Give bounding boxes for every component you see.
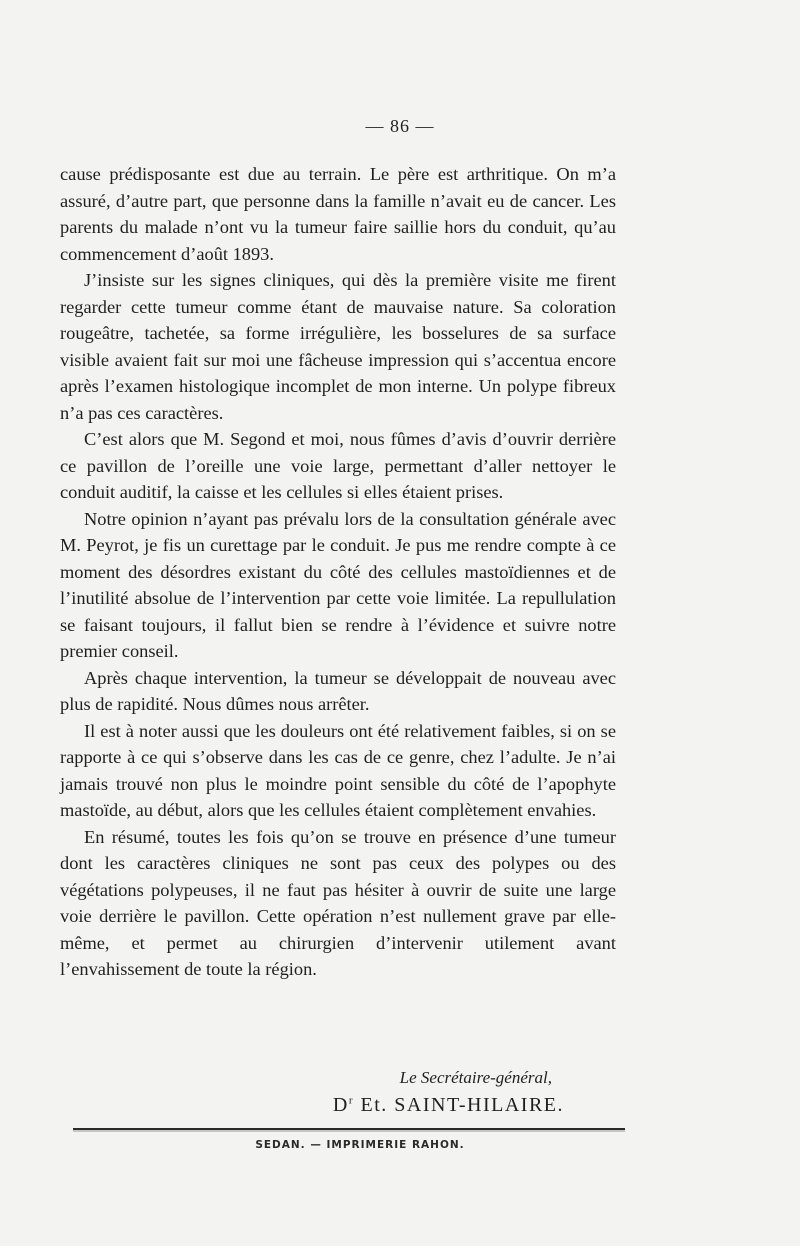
signature-name-prefix-sup: r [348,1094,355,1107]
signature-name-prefix: D [332,1094,349,1116]
signature-name-text: Et. SAINT-HILAIRE. [360,1094,564,1116]
body-text [60,161,616,983]
paragraph: C’est alors que M. Segond et moi, nous fûmes d’avis d’ouvrir derrière ce pavillon de l’oreille une voie large, permettant d’aller nettoyer le conduit auditif, la caisse et les cellules si elles étaient prises. [60,429,616,502]
paragraph: cause prédisposante est due au terrain. Le père est arthritique. On m’a assuré, d’autre part, que personne dans la famille n’avait eu de cancer. Les parents du malade n’ont vu la tumeur faire saillie hors du conduit, qu’au commencement d’août 1893. [60,164,616,264]
paragraph: Il est à noter aussi que les douleurs ont été relativement faibles, si on se rapporte à ce qui s’observe dans les cas de ce genre, chez l’adulte. Je n’ai jamais trouvé non plus le moindre point sensible du côté de l’apophyte mastoïde, au début, alors que les cellules étaient complètement envahies. [60,720,616,820]
footer-rule [73,1128,625,1130]
page-number: — 86 — [365,116,435,136]
signature-name [60,1094,616,1117]
printer-imprint: SEDAN. — IMPRIMERIE RAHON. [255,1139,465,1151]
paragraph: Après chaque intervention, la tumeur se développait de nouveau avec plus de rapidité. Nous dûmes nous arrêter. [60,667,616,714]
signature-title: Le Secrétaire-général, [399,1068,552,1087]
paragraph: J’insiste sur les signes cliniques, qui dès la première visite me firent regarder cette tumeur comme étant de mauvaise nature. Sa coloration rougeâtre, tachetée, sa forme irrégulière, les bosselures de sa surface visible avaient fait sur moi une fâcheuse impression qui s’accentua encore après l’examen histologique incomplet de mon interne. Un polype fibreux n’a pas ces caractères. [60,270,616,423]
paragraph: Notre opinion n’ayant pas prévalu lors de la consultation générale avec M. Peyrot, je fis un curettage par le conduit. Je pus me rendre compte à ce moment des désordres existant du côté des cellules mastoïdiennes et de l’inutilité absolue de l’intervention par cette voie limitée. La repullulation se faisant toujours, il fallut bien se rendre à l’évidence et suivre notre premier conseil. [60,508,616,661]
paragraph: En résumé, toutes les fois qu’on se trouve en présence d’une tumeur dont les caractères cliniques ne sont pas ceux des polypes ou des végétations polypeuses, il ne faut pas hésiter à ouvrir de suite une large voie derrière le pavillon. Cette opération n’est nullement grave par elle-même, et permet au chirurgien d’intervenir utilement avant l’envahissement de toute la région. [60,826,616,979]
